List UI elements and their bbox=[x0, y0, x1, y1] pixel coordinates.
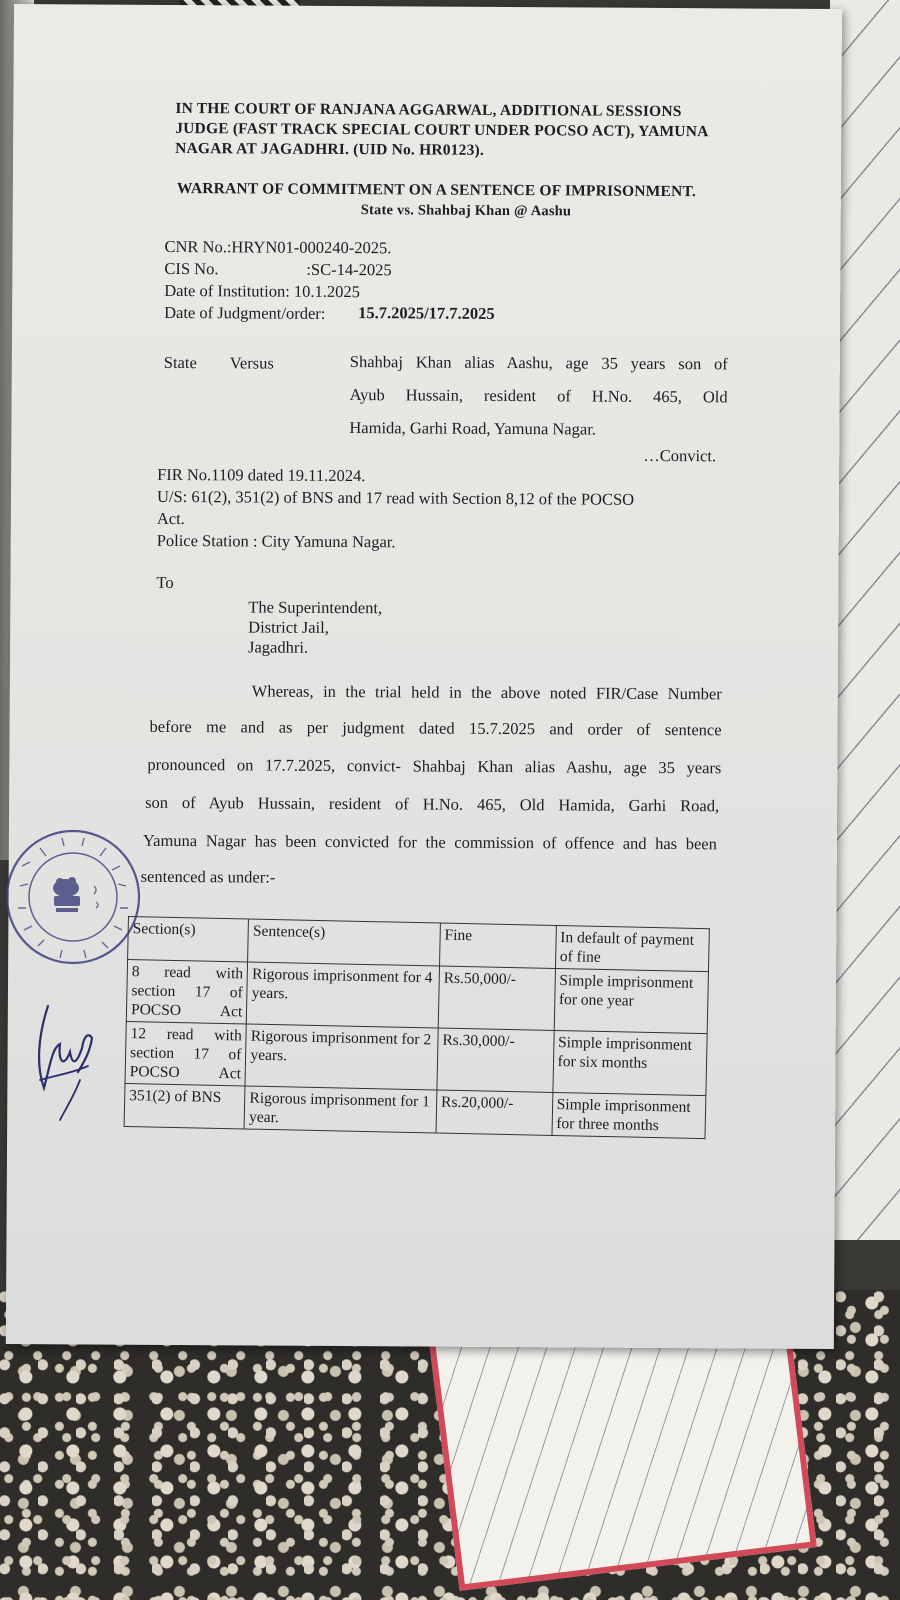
court-heading-line-1: IN THE COURT OF RANJANA AGGARWAL, ADDITIONAL SESSIONS bbox=[175, 99, 682, 121]
header-sentence: Sentence(s) bbox=[248, 919, 440, 966]
sections-line-1: U/S: 61(2), 351(2) of BNS and 17 read with Section 8,12 of the POCSO bbox=[156, 486, 635, 509]
body-line-4: son of Ayub Hussain, resident of H.No. 465, Old Hamida, Garhi Road, bbox=[145, 792, 720, 816]
cis-value: :SC-14-2025 bbox=[306, 259, 392, 280]
case-title: State vs. Shahbaj Khan @ Aashu bbox=[360, 202, 572, 220]
police-station: Police Station : City Yamuna Nagar. bbox=[156, 530, 396, 552]
cell-sentence: Rigorous imprisonment for 2 years. bbox=[245, 1024, 438, 1090]
accused-line-2: Ayub Hussain, resident of H.No. 465, Old bbox=[349, 385, 728, 407]
body-line-1: Whereas, in the trial held in the above noted FIR/Case Number bbox=[251, 681, 722, 704]
body-line-5: Yamuna Nagar has been convicted for the commission of offence and has been bbox=[142, 830, 717, 854]
cell-default: Simple imprisonment for one year bbox=[554, 968, 709, 1033]
court-heading-line-3: NAGAR AT JAGADHRI. (UID No. HR0123). bbox=[175, 139, 485, 159]
cell-fine: Rs.20,000/- bbox=[436, 1090, 553, 1135]
sections-line-2: Act. bbox=[156, 508, 185, 529]
fir-number: FIR No.1109 dated 19.11.2024. bbox=[157, 464, 366, 486]
judgment-label: Date of Judgment/order: bbox=[164, 302, 326, 323]
header-fine: Fine bbox=[439, 923, 556, 968]
cnr-number: CNR No.:HRYN01-000240-2025. bbox=[164, 236, 392, 258]
cell-default: Simple imprisonment for six months bbox=[553, 1030, 708, 1095]
judgment-date: 15.7.2025/17.7.2025 bbox=[358, 303, 495, 323]
header-section: Section(s) bbox=[128, 917, 249, 963]
date-of-institution: Date of Institution: 10.1.2025 bbox=[164, 280, 361, 302]
cell-section: 8 read with section 17 of POCSO Act bbox=[126, 960, 248, 1025]
court-seal-stamp bbox=[2, 826, 144, 968]
convict-label: …Convict. bbox=[643, 445, 717, 466]
judge-signature bbox=[30, 996, 110, 1126]
court-heading-line-2: JUDGE (FAST TRACK SPECIAL COURT UNDER POCSO ACT), YAMUNA bbox=[175, 119, 709, 141]
body-line-2: before me and as per judgment dated 15.7.2025 and order of sentence bbox=[149, 716, 722, 740]
cell-sentence: Rigorous imprisonment for 4 years. bbox=[247, 962, 440, 1028]
to-label: To bbox=[156, 572, 174, 592]
header-default: In default of payment of fine bbox=[555, 925, 709, 971]
addressee-line-3: Jagadhri. bbox=[248, 637, 309, 657]
body-line-6: sentenced as under:- bbox=[140, 866, 276, 887]
cell-section: 12 read with section 17 of POCSO Act bbox=[125, 1021, 247, 1086]
addressee-line-1: The Superintendent, bbox=[248, 597, 383, 618]
sentence-table bbox=[124, 916, 710, 1139]
party-versus: Versus bbox=[229, 353, 274, 373]
cell-fine: Rs.50,000/- bbox=[438, 966, 555, 1030]
addressee-line-2: District Jail, bbox=[248, 617, 329, 637]
cell-section: 351(2) of BNS bbox=[124, 1083, 245, 1129]
body-line-3: pronounced on 17.7.2025, convict- Shahbaj Khan alias Aashu, age 35 years bbox=[147, 754, 722, 778]
warrant-document bbox=[6, 4, 842, 1349]
warrant-title: WARRANT OF COMMITMENT ON A SENTENCE OF IMPRISONMENT. bbox=[176, 179, 696, 201]
cis-label: CIS No. bbox=[164, 258, 219, 279]
cell-fine: Rs.30,000/- bbox=[437, 1028, 554, 1092]
emblem-icon bbox=[53, 877, 80, 912]
accused-line-3: Hamida, Garhi Road, Yamuna Nagar. bbox=[349, 418, 597, 439]
cell-sentence: Rigorous imprisonment for 1 year. bbox=[244, 1086, 436, 1133]
cell-default: Simple imprisonment for three months bbox=[552, 1092, 706, 1138]
party-state: State bbox=[163, 352, 197, 373]
accused-line-1: Shahbaj Khan alias Aashu, age 35 years son of bbox=[349, 352, 728, 374]
